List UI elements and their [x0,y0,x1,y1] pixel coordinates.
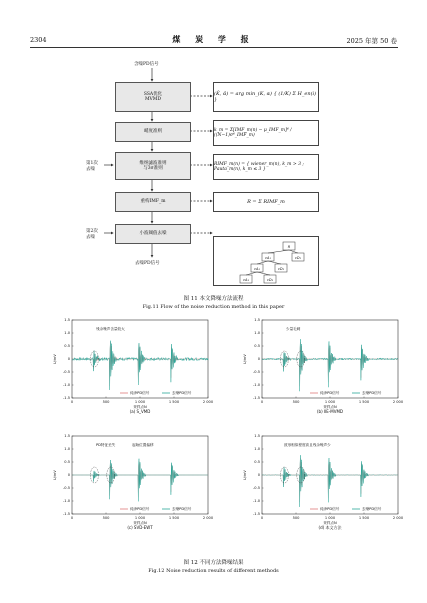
tree-node: cA₂ [254,267,260,271]
fig12-caption-en: Fig.12 Noise reduction results of different methods [148,568,279,574]
y-tick-label: 0 [257,357,260,362]
legend-denoised: 去噪PD信号 [172,391,192,396]
y-tick-label: 0 [257,473,260,478]
legend-denoised: 去噪PD信号 [362,507,382,512]
tree-node: cD₂ [277,267,285,271]
y-tick-label: 1.5 [254,434,260,439]
annotation-text: 少量毛刺 [286,327,301,331]
y-tick-label: 0 [67,473,70,478]
x-tick-label: 1 500 [168,400,180,404]
legend-clean: 纯净PD信号 [320,507,340,512]
y-axis-label: U/mV [243,354,247,364]
x-tick-label: 0 [70,400,74,404]
chart-panel [72,436,208,514]
y-tick-label: 1.5 [64,318,70,323]
y-tick-label: 0.5 [254,460,260,465]
fig12-caption-cn: 图 12 不同方法降噪结果 [183,560,244,566]
x-axis-label: 采样点N [133,521,147,525]
y-tick-label: -0.5 [62,486,70,491]
x-tick-label: 2 000 [392,516,404,520]
tree-node: cD₃ [266,278,274,282]
header-rule [30,47,398,48]
fig11-caption-cn: 图 11 本文降噪方法流程 [183,296,244,302]
formula-box-1: (K̂, α̂) = arg min_(K, α) { (1/K) Σ H_en(i) } [213,82,319,112]
y-tick-label: -1.5 [62,512,70,517]
step-wiener: 维纳滤波准则 与3σ准则 [115,152,191,180]
step-ssa-mvmd: SSA优化 MVMD [115,82,191,112]
y-axis-label: U/mV [243,470,247,480]
x-tick-label: 0 [260,400,264,404]
annotation-text: 残余噪声含量较大 [96,327,125,331]
x-tick-label: 0 [260,516,264,520]
x-tick-label: 1 500 [358,400,370,404]
y-tick-label: -0.5 [62,370,70,375]
y-tick-label: -1.0 [252,383,260,388]
x-axis-label: 采样点N [323,521,337,525]
y-tick-label: 0.5 [64,344,70,349]
tree-node: R [287,245,291,249]
x-tick-label: 500 [102,400,110,404]
y-tick-label: 0 [67,357,70,362]
x-tick-label: 0 [70,516,74,520]
fig12-charts [0,312,427,556]
x-tick-label: 2 000 [202,516,214,520]
x-tick-label: 1 000 [324,516,336,520]
formula-box-3: RIMF_m(n) = { wiener_m(n), k_m > 3 ; Pauta_m(n), k_m ≤ 3 } [213,154,319,180]
y-tick-label: -1.5 [252,512,260,517]
y-axis-label: U/mV [53,470,57,480]
y-tick-label: 0.5 [254,344,260,349]
y-tick-label: -1.0 [62,383,70,388]
legend-denoised: 去噪PD信号 [172,507,192,512]
x-axis-label: 采样点N [323,405,337,409]
volume-info: 2025 年第 50 卷 [346,37,397,45]
y-tick-label: 1.0 [254,447,260,452]
y-tick-label: -0.5 [252,370,260,375]
chart-panel [262,436,398,514]
y-tick-label: -0.5 [252,486,260,491]
x-axis-label: 采样点N [133,405,147,409]
journal-title: 煤 炭 学 报 [172,34,255,44]
y-tick-label: 1.0 [254,331,260,336]
y-tick-label: -1.5 [252,396,260,401]
y-tick-label: 1.0 [64,447,70,452]
annotation-text: 波形相似程度高且残余噪声少 [284,443,331,447]
legend-clean: 纯净PD信号 [130,391,150,396]
chart-subtitle: (a) S_VMD [129,409,151,414]
y-tick-label: -1.5 [62,396,70,401]
x-tick-label: 1 000 [134,516,146,520]
y-tick-label: 1.5 [64,434,70,439]
step-wavelet: 小波阈值去噪 [115,224,191,244]
step-kurtosis: 峭度准则 [115,122,191,142]
side-label-1: 第1次 去噪 [86,161,98,172]
chart-subtitle: (c) SVD-EWT [127,525,153,530]
x-tick-label: 1 500 [358,516,370,520]
x-tick-label: 500 [292,400,300,404]
chart-panel [72,320,208,398]
x-tick-label: 2 000 [392,400,404,404]
y-tick-label: 1.0 [64,331,70,336]
flow-input: 含噪PD信号 [134,62,159,67]
y-tick-label: -1.0 [62,499,70,504]
tree-node: cA₃ [243,278,249,282]
y-axis-label: U/mV [53,354,57,364]
legend-denoised: 去噪PD信号 [362,391,382,396]
chart-subtitle: (d) 本文方法 [318,525,342,530]
chart-subtitle: (b) IIE-MVMD [317,409,343,414]
flow-output: 去噪PD信号 [135,261,160,266]
side-label-2: 第2次 去噪 [86,229,98,240]
y-tick-label: 1.5 [254,318,260,323]
x-tick-label: 500 [102,516,110,520]
step-reconstruct: 重构IMF_m [115,192,191,212]
legend-clean: 纯净PD信号 [130,507,150,512]
formula-box-2: k_m = Σ[IMF_m(n) − μ_IMF_m]⁴ / ((N−1)σ⁴_IMF_m) [213,120,319,146]
fig11-caption-en: Fig.11 Flow of the noise reduction method in this paper [142,304,285,310]
x-tick-label: 1 000 [134,400,146,404]
x-tick-label: 500 [292,516,300,520]
annotation-text: PD特征丢失 [96,443,116,447]
legend-clean: 纯净PD信号 [320,391,340,396]
x-tick-label: 1 500 [168,516,180,520]
x-tick-label: 1 000 [324,400,336,404]
tree-node: cA₁ [265,256,271,260]
chart-panel [262,320,398,398]
y-tick-label: 0.5 [64,460,70,465]
annotation-text-2: 起始位置偏移 [132,443,154,447]
tree-node: cD₁ [294,256,302,260]
formula-box-4: R = Σ RIMF_m [213,192,319,212]
formula-box-5 [213,236,319,286]
page-number: 2304 [30,36,47,44]
x-tick-label: 2 000 [202,400,214,404]
y-tick-label: -1.0 [252,499,260,504]
